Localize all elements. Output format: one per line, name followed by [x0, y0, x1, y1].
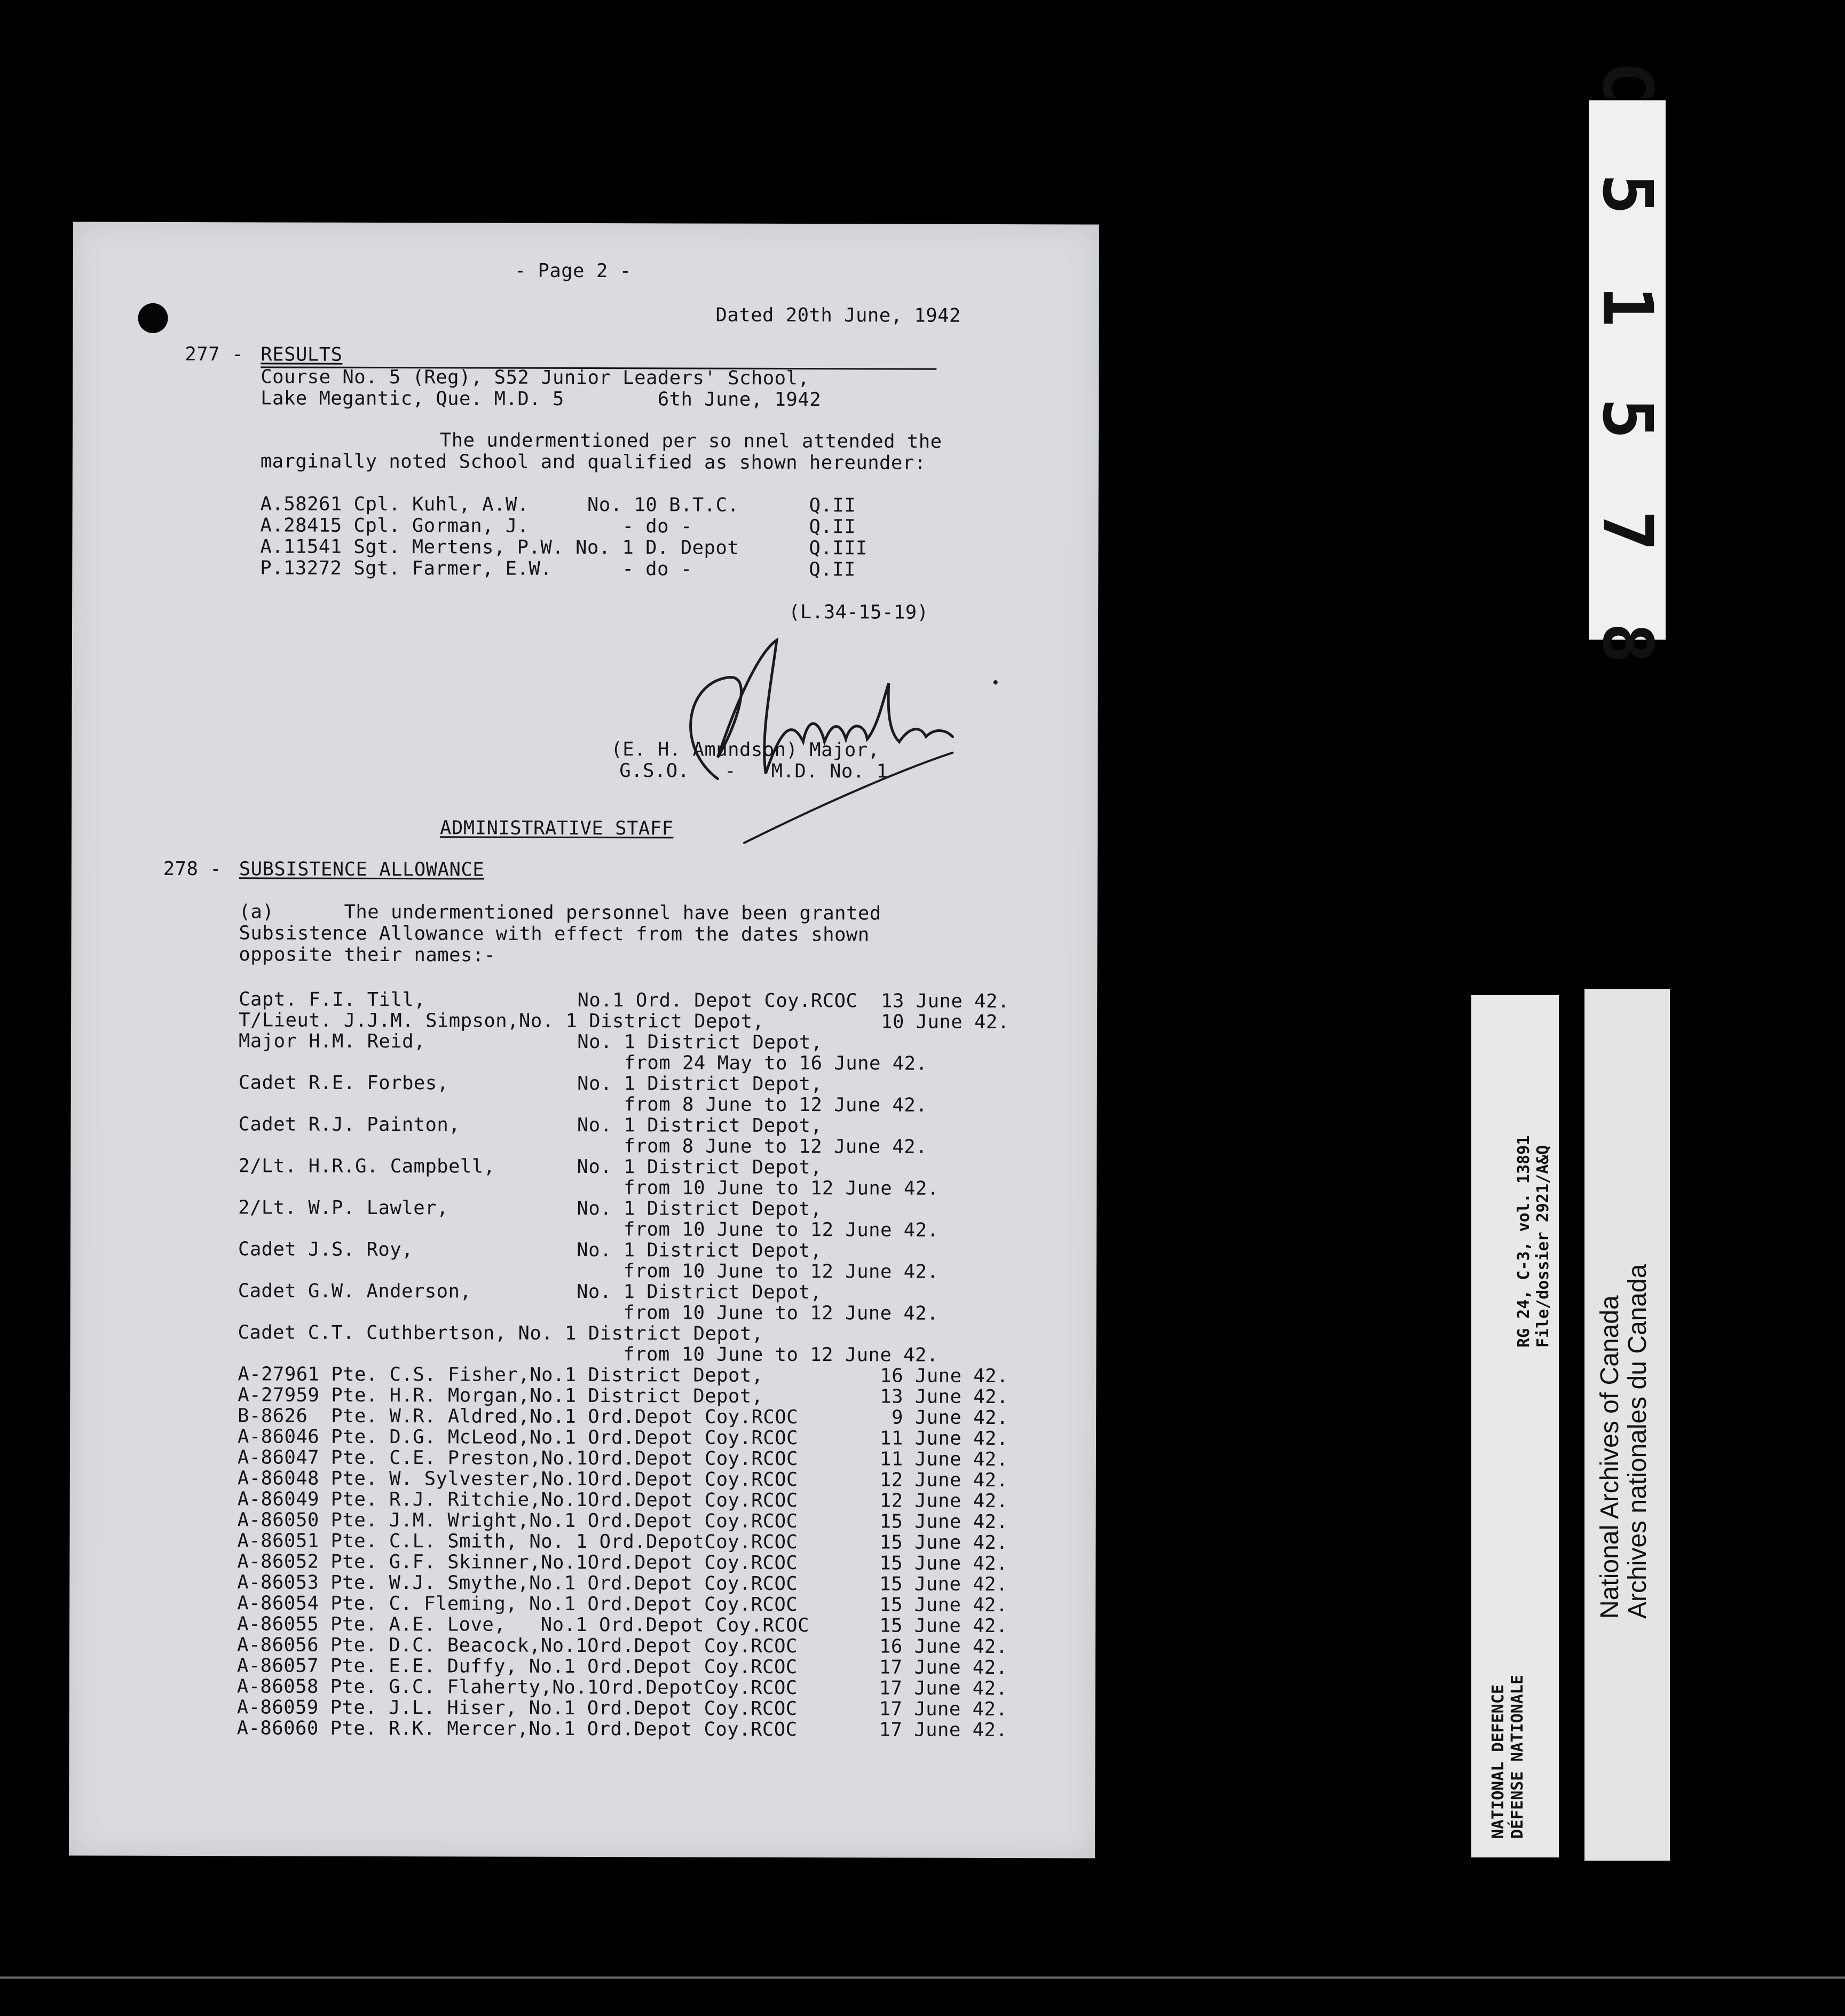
signatory-name: (E. H. Amundson) Major,	[611, 738, 880, 761]
archives-name-en: National Archives of Canada	[1596, 1295, 1624, 1619]
allowance-row: Cadet R.E. Forbes, No. 1 District Depot,	[238, 1072, 823, 1096]
course-line-2: Lake Megantic, Que. M.D. 5 6th June, 1942	[261, 387, 822, 411]
signatory-title: G.S.O. - M.D. No. 1	[619, 760, 888, 783]
department-line-1: NATIONAL DEFENCE	[1489, 1684, 1508, 1839]
allowance-row: A-86052 Pte. G.F. Skinner,No.1Ord.Depot Coy.RCOC 15 June 42.	[237, 1550, 1008, 1575]
allowance-row: from 8 June to 12 June 42.	[238, 1134, 928, 1158]
allowance-row: A-86049 Pte. R.J. Ritchie,No.1Ord.Depot Coy.RCOC 12 June 42.	[237, 1488, 1008, 1513]
archives-label-strip	[1584, 989, 1670, 1861]
personnel-row: A.58261 Cpl. Kuhl, A.W. No. 10 B.T.C. Q.II	[260, 493, 856, 517]
personnel-row: P.13272 Sgt. Farmer, E.W. - do - Q.II	[260, 557, 856, 581]
allowance-row: from 10 June to 12 June 42.	[238, 1301, 939, 1325]
allowance-row: 2/Lt. H.R.G. Campbell, No. 1 District Depot,	[238, 1155, 823, 1179]
allowance-row: from 24 May to 16 June 42.	[238, 1051, 928, 1075]
allowance-row: Capt. F.I. Till, No.1 Ord. Depot Coy.RCOC 13 June 42.	[239, 988, 1010, 1013]
allowance-row: from 10 June to 12 June 42.	[238, 1259, 939, 1283]
course-line-1: Course No. 5 (Reg), S52 Junior Leaders' School,	[261, 366, 810, 390]
department-line-2: DÉFENSE NATIONALE	[1508, 1674, 1527, 1839]
results-heading: RESULTS	[261, 343, 343, 366]
allowance-row: A-86047 Pte. C.E. Preston,No.1Ord.Depot Coy.RCOC 11 June 42.	[237, 1446, 1008, 1471]
allowance-row: A-86059 Pte. J.L. Hiser, No.1 Ord.Depot Coy.RCOC 17 June 42.	[236, 1696, 1008, 1721]
archives-name-fr: Archives nationales du Canada	[1623, 1264, 1652, 1619]
allowance-row: Cadet G.W. Anderson, No. 1 District Depot,	[238, 1280, 822, 1304]
dated-line: Dated 20th June, 1942	[715, 304, 961, 327]
allowance-row: from 8 June to 12 June 42.	[238, 1092, 928, 1116]
subsistence-para-3: opposite their names:-	[239, 943, 496, 966]
allowance-row: Cadet J.S. Roy, No. 1 District Depot,	[238, 1238, 822, 1262]
item-number-277: 277 -	[185, 343, 243, 366]
allowance-row: 2/Lt. W.P. Lawler, No. 1 District Depot,	[238, 1196, 822, 1220]
reference-code: (L.34-15-19)	[789, 601, 929, 624]
item-number-278: 278 -	[163, 857, 222, 880]
subsistence-para-2: Subsistence Allowance with effect from the dates shown	[239, 922, 870, 946]
personnel-row: A.11541 Sgt. Mertens, P.W. No. 1 D. Depot Q.III	[260, 536, 868, 560]
allowance-row: A-86046 Pte. D.G. McLeod,No.1 Ord.Depot Coy.RCOC 11 June 42.	[237, 1426, 1008, 1450]
allowance-row: A-86055 Pte. A.E. Love, No.1 Ord.Depot Coy.RCOC 15 June 42.	[237, 1613, 1008, 1637]
allowance-row: Major H.M. Reid, No. 1 District Depot,	[238, 1030, 823, 1054]
allowance-row: Cadet R.J. Painton, No. 1 District Depot,	[238, 1113, 823, 1137]
allowance-row: from 10 June to 12 June 42.	[238, 1217, 939, 1241]
results-intro-2: marginally noted School and qualified as shown hereunder:	[260, 450, 926, 474]
allowance-row: A-27959 Pte. H.R. Morgan,No.1 District Depot, 13 June 42.	[238, 1384, 1008, 1408]
department-label-strip	[1471, 995, 1559, 1857]
archive-reference-2: File/dossier 2921/A&Q	[1534, 1145, 1552, 1348]
allowance-row: A-86056 Pte. D.C. Beacock,No.1Ord.Depot Coy.RCOC 16 June 42.	[236, 1634, 1008, 1658]
allowance-row: A-86060 Pte. R.K. Mercer,No.1 Ord.Depot Coy.RCOC 17 June 42.	[236, 1717, 1008, 1742]
admin-staff-heading: ADMINISTRATIVE STAFF	[439, 817, 674, 840]
subsistence-heading: SUBSISTENCE ALLOWANCE	[239, 858, 485, 881]
allowance-row: A-86053 Pte. W.J. Smythe,No.1 Ord.Depot Coy.RCOC 15 June 42.	[237, 1571, 1008, 1596]
frame-number: C 5 1 5 7 8	[1587, 61, 1667, 679]
archive-reference-1: RG 24, C-3, vol. 13891	[1515, 1135, 1533, 1348]
allowance-row: A-86054 Pte. C. Fleming, No.1 Ord.Depot Coy.RCOC 15 June 42.	[237, 1592, 1008, 1617]
allowance-row: B-8626 Pte. W.R. Aldred,No.1 Ord.Depot Coy.RCOC 9 June 42.	[238, 1405, 1008, 1429]
frame-number-strip	[1587, 61, 1667, 679]
scanner-edge-line	[0, 1976, 1845, 1979]
allowance-row: A-86048 Pte. W. Sylvester,No.1Ord.Depot Coy.RCOC 12 June 42.	[237, 1467, 1008, 1492]
allowance-row: T/Lieut. J.J.M. Simpson,No. 1 District Depot, 10 June 42.	[239, 1009, 1010, 1034]
allowance-row: from 10 June to 12 June 42.	[238, 1342, 939, 1366]
handwritten-signature	[653, 618, 1038, 854]
allowance-row: A-86050 Pte. J.M. Wright,No.1 Ord.Depot Coy.RCOC 15 June 42.	[237, 1509, 1008, 1533]
allowance-row: A-27961 Pte. C.S. Fisher,No.1 District Depot, 16 June 42.	[238, 1363, 1009, 1388]
allowance-row: A-86051 Pte. C.L. Smith, No. 1 Ord.DepotCoy.RCOC 15 June 42.	[237, 1530, 1008, 1554]
document-page	[69, 222, 1099, 1858]
allowance-row: A-86058 Pte. G.C. Flaherty,No.1Ord.DepotCoy.RCOC 17 June 42.	[236, 1675, 1008, 1700]
subsistence-para-1: (a) The undermentioned personnel have been granted	[239, 901, 881, 925]
page-label: - Page 2 -	[514, 259, 632, 282]
personnel-row: A.28415 Cpl. Gorman, J. - do - Q.II	[260, 514, 856, 538]
allowance-row: Cadet C.T. Cuthbertson, No. 1 District Depot,	[238, 1321, 763, 1345]
allowance-row: from 10 June to 12 June 42.	[238, 1176, 939, 1200]
allowance-row: A-86057 Pte. E.E. Duffy, No.1 Ord.Depot Coy.RCOC 17 June 42.	[236, 1655, 1008, 1679]
punch-hole	[138, 303, 168, 333]
results-intro-1: The undermentioned per so nnel attended the	[439, 429, 942, 453]
